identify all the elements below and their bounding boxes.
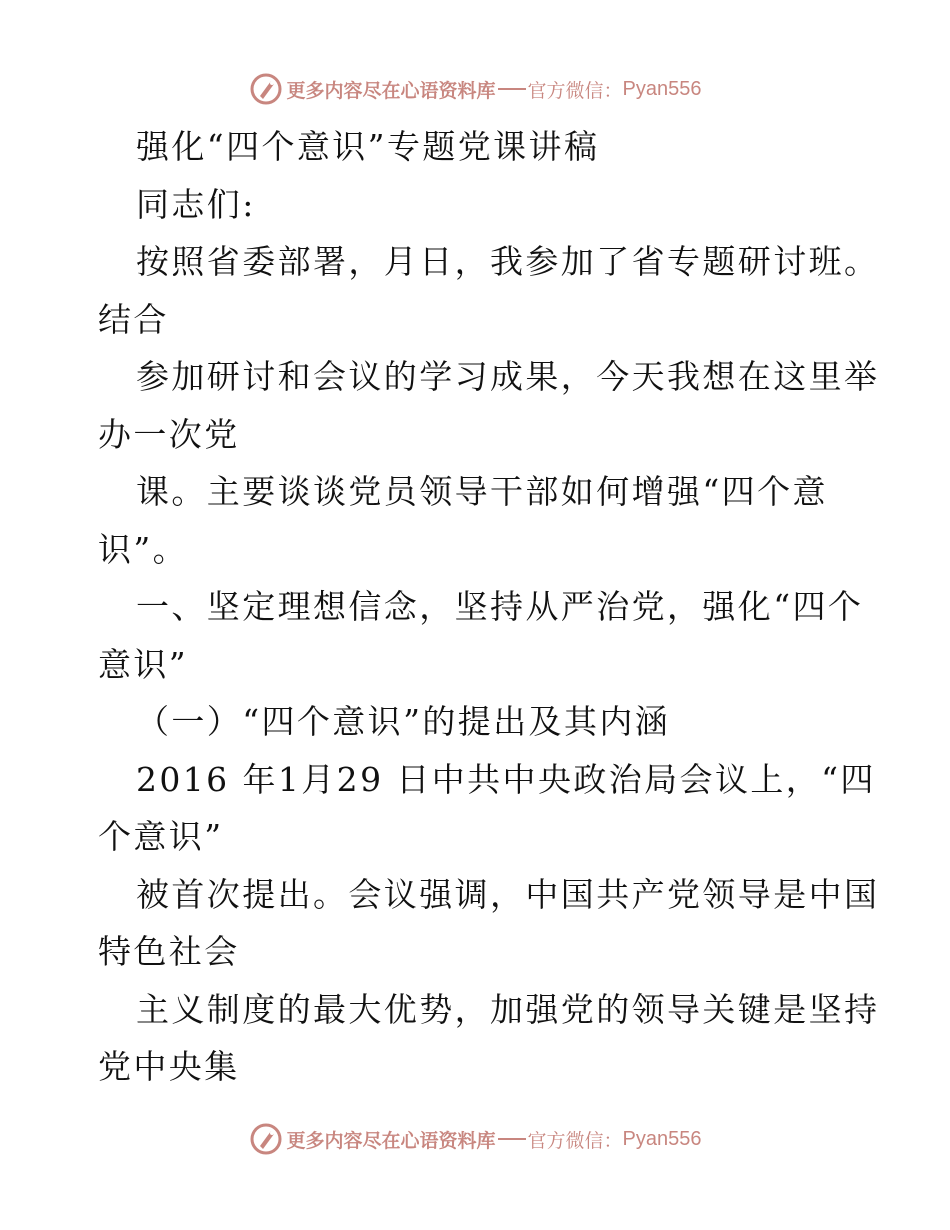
- pen-nib-icon: [249, 1122, 283, 1156]
- paragraph-line: 按照省委部署，月日，我参加了省专题研讨班。: [136, 242, 880, 281]
- paragraph-line: 个意识”: [98, 817, 224, 856]
- watermark-separator: 官方微信：: [527, 79, 623, 102]
- watermark-wechat-id: Pyan556: [622, 77, 702, 100]
- section-heading: 一、坚定理想信念，坚持从严治党，强化“四个: [136, 587, 864, 626]
- subsection-heading: （一）“四个意识”的提出及其内涵: [136, 702, 671, 741]
- watermark-dash: [498, 88, 526, 90]
- paragraph-line: 参加研讨和会议的学习成果，今天我想在这里举: [136, 357, 880, 396]
- watermark-wechat-id: Pyan556: [622, 1127, 702, 1150]
- watermark-separator: 官方微信：: [527, 1129, 623, 1152]
- section-heading-cont: 意识”: [98, 644, 189, 684]
- paragraph-line: 2016 年1月29 日中共中央政治局会议上，“四: [136, 759, 876, 799]
- footer-watermark: [0, 1122, 950, 1156]
- paragraph-line: 主义制度的最大优势，加强党的领导关键是坚持: [136, 989, 880, 1029]
- watermark-dash: [498, 1138, 526, 1140]
- paragraph-line: 办一次党: [98, 414, 240, 454]
- paragraph-line: 识”。: [98, 529, 189, 569]
- pen-nib-icon: [249, 72, 283, 106]
- salutation: 同志们:: [136, 184, 256, 224]
- document-title: 强化“四个意识”专题党课讲稿: [136, 127, 600, 166]
- watermark-text: 更多内容尽在心语资料库: [286, 79, 496, 102]
- header-watermark: [0, 72, 950, 106]
- paragraph-line: 被首次提出。会议强调，中国共产党领导是中国: [136, 874, 880, 914]
- paragraph-line: 党中央集: [98, 1047, 240, 1086]
- document-body: [98, 118, 880, 1096]
- paragraph-line: 特色社会: [98, 932, 240, 971]
- paragraph-line: 课。主要谈谈党员领导干部如何增强“四个意: [136, 472, 828, 511]
- watermark-text: 更多内容尽在心语资料库: [286, 1129, 496, 1152]
- paragraph-line: 结合: [98, 299, 169, 339]
